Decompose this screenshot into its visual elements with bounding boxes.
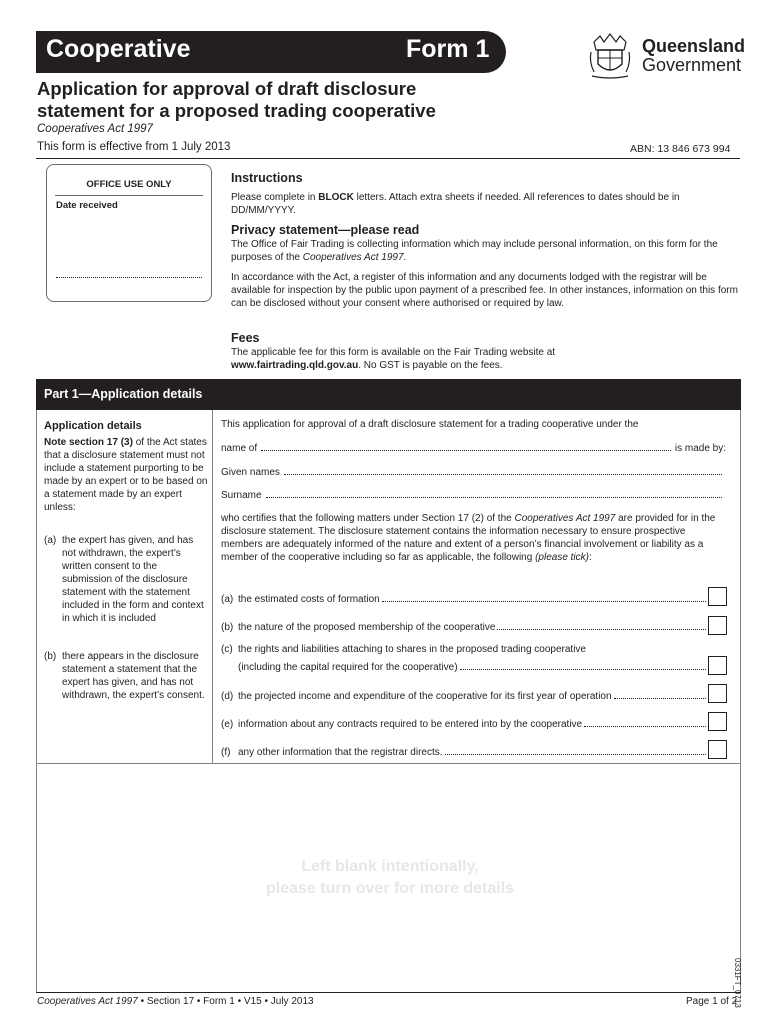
checkbox-e[interactable] xyxy=(708,712,727,731)
section-note-bold: Note section 17 (3) xyxy=(44,437,133,448)
section-note-text: of the Act states that a disclosure statement must not include a statement purporting to be made by an expert or to be based on a statement made by an expert unless: xyxy=(44,437,208,513)
surname-field[interactable] xyxy=(266,489,722,498)
page-title xyxy=(37,78,637,122)
leader-dots xyxy=(584,718,706,727)
fees-heading: Fees xyxy=(231,331,260,345)
cooperative-name-field[interactable] xyxy=(261,442,671,451)
certification-act-name: Cooperatives Act 1997 xyxy=(514,513,616,524)
given-names-label: Given names xyxy=(221,467,280,478)
office-use-title: OFFICE USE ONLY xyxy=(86,179,172,190)
privacy-heading: Privacy statement—please read xyxy=(231,223,420,237)
page-title-line1: Application for approval of draft disclosure xyxy=(37,78,417,99)
date-received-field xyxy=(56,277,202,278)
act-name: Cooperatives Act 1997 xyxy=(37,123,153,135)
note-item-label: (b) xyxy=(44,651,57,662)
office-use-box xyxy=(46,164,212,302)
cooperative-name-row xyxy=(221,442,726,454)
tick-item-text: any other information that the registrar directs. xyxy=(238,747,443,758)
note-item-a xyxy=(44,534,208,625)
blank-note-line2: please turn over for more details xyxy=(265,880,515,897)
privacy-act-name: Cooperatives Act 1997 xyxy=(302,252,404,263)
instructions-text-pre: Please complete in xyxy=(231,192,319,203)
tick-item-text: the nature of the proposed membership of the cooperative xyxy=(238,622,496,633)
privacy-text-pre: The Office of Fair Trading is collecting information which may include personal information, on this form for the purposes of the xyxy=(231,239,718,263)
tick-item-text: information about any contracts required to be entered into by the cooperative xyxy=(238,719,583,730)
tick-item-c-continued xyxy=(221,661,706,673)
footer-reference xyxy=(37,996,314,1007)
tick-item-c xyxy=(221,644,706,655)
leader-dots xyxy=(445,746,706,755)
leader-dots xyxy=(382,593,706,602)
tick-item-label: (d) xyxy=(221,691,234,702)
column-divider xyxy=(212,410,213,763)
tick-item-label: (a) xyxy=(221,594,234,605)
coat-of-arms-icon xyxy=(588,32,632,80)
page-title-line2: statement for a proposed trading cooperative xyxy=(37,100,436,121)
tick-item-b xyxy=(221,621,706,633)
fees-text-pre: The applicable fee for this form is available on the Fair Trading website at xyxy=(231,347,556,358)
tick-item-f xyxy=(221,746,706,758)
tick-item-a xyxy=(221,593,706,605)
privacy-text-2: In accordance with the Act, a register of this information and any documents lodged with the registrar will be available for inspection by the public upon payment of a prescribed fee. In other instances, information on this form can be disclosed without your consent where authorised or required by law. xyxy=(231,272,738,309)
certification-text-mid: are provided for in the disclosure statement. The disclosure statement contains the information necessary to ensure prospective members are adequately informed of the nature and extent of a person’s financial involvement or liability as a member of the cooperative including so far as applicable, the following xyxy=(221,513,716,563)
table-divider xyxy=(36,763,741,764)
instructions-text-post: letters. Attach extra sheets if needed. All references to dates should be in DD/MM/YYYY. xyxy=(231,192,680,216)
footer-act-name: Cooperatives Act 1997 xyxy=(37,996,138,1007)
fair-trading-website: www.fairtrading.qld.gov.au xyxy=(231,360,359,371)
form-title-bar xyxy=(36,31,506,73)
cooperative-name-label: name of xyxy=(221,443,258,454)
instructions-text xyxy=(231,191,739,217)
divider xyxy=(36,992,741,993)
given-names-row xyxy=(221,466,726,478)
note-item-label: (a) xyxy=(44,535,57,546)
tick-item-label: (f) xyxy=(221,747,231,758)
queensland-government-logo xyxy=(588,32,748,80)
date-received-label: Date received xyxy=(56,200,118,211)
blank-page-note xyxy=(200,856,580,900)
checkbox-c[interactable] xyxy=(708,656,727,675)
please-tick-note: (please tick) xyxy=(535,552,589,563)
given-names-field[interactable] xyxy=(284,466,722,475)
note-item-text: there appears in the disclosure statement a statement that the expert has given, and has not withdrawn, the expert’s consent. xyxy=(62,651,205,701)
abn-number: ABN: 13 846 673 994 xyxy=(630,143,731,155)
blank-note-line1: Left blank intentionally, xyxy=(301,858,479,875)
part1-header xyxy=(36,379,741,410)
surname-label: Surname xyxy=(221,490,262,501)
tick-item-text: the estimated costs of formation xyxy=(238,594,380,605)
section-note xyxy=(44,436,208,514)
privacy-text-1 xyxy=(231,238,739,264)
tick-item-text: the projected income and expenditure of the cooperative for its first year of operation xyxy=(238,691,612,702)
fees-text xyxy=(231,346,739,372)
note-item-b xyxy=(44,650,208,702)
tick-item-label: (b) xyxy=(221,622,234,633)
effective-date: This form is effective from 1 July 2013 xyxy=(37,141,231,153)
footer-details: • Section 17 • Form 1 • V15 • July 2013 xyxy=(137,996,314,1007)
government-name: Queensland xyxy=(642,36,746,56)
application-details-heading: Application details xyxy=(44,420,142,432)
form-type: Cooperative xyxy=(46,35,191,63)
checkbox-f[interactable] xyxy=(708,740,727,759)
part1-title: Part 1—Application details xyxy=(44,387,203,401)
leader-dots xyxy=(614,690,706,699)
government-name-line2: Government xyxy=(642,55,742,75)
leader-dots xyxy=(460,661,706,670)
surname-row xyxy=(221,489,726,501)
table-border-right xyxy=(740,410,741,992)
privacy-text-post: . xyxy=(403,252,407,263)
leader-dots xyxy=(497,621,706,630)
tick-item-text: the rights and liabilities attaching to shares in the proposed trading cooperative xyxy=(238,644,586,655)
cooperative-name-suffix: is made by: xyxy=(674,443,726,454)
checkbox-a[interactable] xyxy=(708,587,727,606)
certification-text xyxy=(221,512,721,564)
checkbox-b[interactable] xyxy=(708,616,727,635)
page-number: Page 1 of 2 xyxy=(686,996,738,1007)
tick-item-d xyxy=(221,690,706,702)
form-code: 0331FT_0713 xyxy=(733,958,742,1008)
certification-text-pre: who certifies that the following matters under Section 17 (2) of the xyxy=(221,513,515,524)
tick-item-label: (e) xyxy=(221,719,234,730)
certification-text-end: : xyxy=(588,552,592,563)
divider xyxy=(36,158,740,159)
tick-item-label: (c) xyxy=(221,644,233,655)
checkbox-d[interactable] xyxy=(708,684,727,703)
instructions-heading: Instructions xyxy=(231,171,303,185)
tick-item-text: (including the capital required for the cooperative) xyxy=(238,662,458,673)
fees-text-post: . No GST is payable on the fees. xyxy=(358,360,503,371)
divider xyxy=(55,195,203,196)
note-item-text: the expert has given, and has not withdrawn, the expert’s written consent to the submission of the disclosure statement with the statement included in the form and context in which it is included xyxy=(62,535,204,624)
table-border-left xyxy=(36,410,37,992)
instructions-text-bold: BLOCK xyxy=(318,192,354,203)
tick-item-e xyxy=(221,718,706,730)
application-intro: This application for approval of a draft disclosure statement for a trading cooperative under the xyxy=(221,419,639,430)
form-number: Form 1 xyxy=(406,35,490,63)
